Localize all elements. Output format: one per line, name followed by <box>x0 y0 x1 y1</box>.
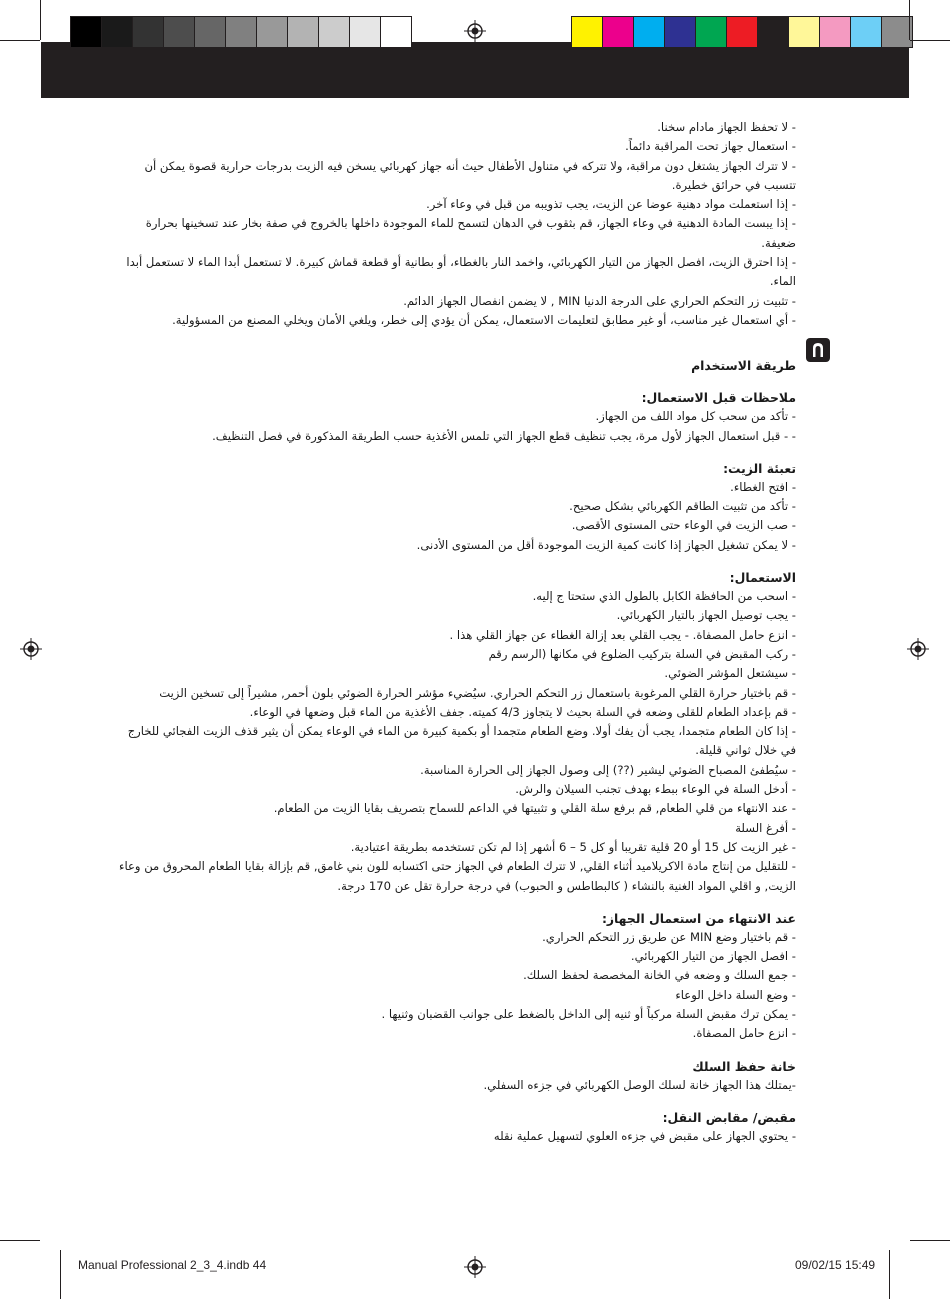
crop-mark <box>909 0 910 40</box>
warning-item: - لا تحفظ الجهاز مادام سخنا. <box>657 120 796 134</box>
list-item: - لا يمكن تشغيل الجهاز إذا كانت كمية الزيت الموجودة أقل من المستوى الأدنى. <box>416 537 796 552</box>
section-heading: تعبئة الزيت: <box>723 460 796 476</box>
list-item: - ركب المقبض في السلة بتركيب الضلوع في مكانها (الرسم رقم <box>488 646 796 661</box>
color-swatch <box>788 17 819 47</box>
safety-warnings-list <box>110 118 796 330</box>
list-item: - قم بإعداد الطعام للقلى وضعه في السلة بحيث لا يتجاوز 4/3 كميته. جفف الأغذية من الماء قبل وضعها في الوعاء. <box>249 704 796 719</box>
color-swatch <box>633 17 664 47</box>
registration-mark-icon <box>907 638 929 660</box>
footer-file-info: Manual Professional 2_3_4.indb 44 <box>78 1258 267 1272</box>
color-swatch <box>163 17 194 47</box>
crop-mark <box>889 1250 890 1299</box>
list-item: - يجب توصيل الجهاز بالتيار الكهربائي. <box>616 608 796 623</box>
color-swatch <box>819 17 850 47</box>
list-item: - جمع السلك و وضعه في الخانة المخصصة لحفظ السلك. <box>523 968 796 983</box>
list-item: - افصل الجهاز من التيار الكهربائي. <box>630 949 796 964</box>
color-swatch <box>757 17 788 47</box>
registration-mark-icon <box>464 20 486 42</box>
crop-mark <box>0 40 40 41</box>
list-item: - يحتوي الجهاز على مقبض في جزءه العلوي لتسهيل عملية نقله <box>493 1128 796 1143</box>
color-swatch <box>572 17 602 47</box>
color-swatch <box>132 17 163 47</box>
list-item: - وضع السلة داخل الوعاء <box>675 987 796 1002</box>
list-item: - يمكن ترك مقبض السلة مركباً أو ثنيه إلى الداخل بالضغط على جوانب القضبان وثنيها . <box>381 1006 796 1021</box>
warning-item: - لا تترك الجهاز يشتغل دون مراقبة، ولا تتركه في متناول الأطفال حيث أنه جهاز كهربائي يسخن فيه الزيت بدرجات حرارية قصوة يمكن أن تتسبب في حرائق خطيرة. <box>144 158 796 192</box>
registration-mark-icon <box>464 1256 486 1278</box>
list-item: - عند الانتهاء من قلي الطعام, قم برفع سلة القلي و تثبيتها في الداعم للسماح بتصريف بقايا الزيت من الطعام. <box>273 801 796 816</box>
manual-content <box>110 118 796 1146</box>
crop-mark <box>60 1250 61 1299</box>
header-band <box>41 42 909 98</box>
section-heading: خانة حفظ السلك <box>692 1058 796 1074</box>
color-swatch <box>380 17 411 47</box>
list-item: - قم باختيار وضع MIN عن طريق زر التحكم الحراري. <box>542 929 796 944</box>
list-item: - - قبل استعمال الجهاز لأول مرة، يجب تنظيف قطع الجهاز التي تلمس الأغذية حسب الطريقة المذكورة في فصل التنظيف. <box>212 428 796 443</box>
registration-mark-icon <box>20 638 42 660</box>
crop-mark <box>40 0 41 40</box>
list-item: - سيشتعل المؤشر الضوئي. <box>664 666 796 681</box>
usage-sections <box>110 388 796 1146</box>
list-item: - افتح الغطاء. <box>730 479 796 494</box>
warning-item: - استعمال جهاز تحت المراقبة دائماً. <box>625 139 796 154</box>
crop-mark <box>0 1240 40 1241</box>
color-swatch <box>726 17 757 47</box>
color-swatch <box>256 17 287 47</box>
color-swatch <box>225 17 256 47</box>
list-item: - سيُطفئ المصباح الضوئي ليشير (??) إلى وصول الجهاز إلى الحرارة المناسبة. <box>420 762 796 777</box>
color-swatch <box>101 17 132 47</box>
section-heading: مقبض/ مقابض النقل: <box>662 1109 796 1125</box>
list-item: - تأكد من سحب كل مواد اللف من الجهاز. <box>595 409 796 424</box>
crop-mark <box>910 40 950 41</box>
color-swatch <box>71 17 101 47</box>
list-item: - قم باختيار حرارة القلي المرغوبة باستعمال زر التحكم الحراري. سيُضيء مؤشر الحرارة الضوئي بلون أحمر, مشيراً إلى تسخين الزيت <box>159 685 796 700</box>
grayscale-color-bar <box>70 16 412 48</box>
list-item: - اسحب من الحافظة الكابل بالطول الذي ستحتا ج إليه. <box>532 589 796 604</box>
color-swatch <box>602 17 633 47</box>
section-marker-icon <box>806 338 830 362</box>
list-item: -يمتلك هذا الجهاز خانة لسلك الوصل الكهربائي في جزءه السفلي. <box>483 1077 796 1092</box>
list-item: - أدخل السلة في الوعاء ببطء بهدف تجنب السيلان والرش. <box>515 782 796 797</box>
usage-title: طريقة الاستخدام <box>691 358 796 374</box>
color-swatch <box>850 17 881 47</box>
list-item: - للتقليل من إنتاج مادة الاكريلاميد أثناء القلي, لا تترك الطعام في الجهاز حتى اكتسابه للون بني غامق, قم بإزالة بقايا الطعام المحروق من وعاء الزيت, و اقلي المواد الغنية بالنشاء ( كالبطاطس و الحبوب) في درجة حرارة تقل عن 170 درجة. <box>119 859 796 893</box>
color-swatch <box>194 17 225 47</box>
list-item: - صب الزيت في الوعاء حتى المستوى الأقصى. <box>571 518 796 533</box>
list-item: - انزع حامل المصفاة. - يجب القلي بعد إزالة الغطاء عن جهاز القلي هذا . <box>449 627 796 642</box>
list-item: - إذا كان الطعام متجمدا، يجب أن يفك أولا. وضع الطعام متجمدا أو بكمية كبيرة من الماء في الوعاء يمكن أن يثير قذف الزيت الفجائي للخارج في خلال ثواني قليلة. <box>127 724 796 758</box>
color-swatch <box>664 17 695 47</box>
color-swatch <box>349 17 380 47</box>
section-heading: عند الانتهاء من استعمال الجهاز: <box>601 910 796 926</box>
section-heading: الاستعمال: <box>729 570 796 586</box>
color-swatch <box>287 17 318 47</box>
warning-item: - إذا استعملت مواد دهنية عوضا عن الزيت، يجب تذويبه من قبل في وعاء آخر. <box>426 197 796 212</box>
list-item: - غير الزيت كل 15 أو 20 قلية تقريبا أو كل 5 – 6 أشهر إذا لم تكن تستخدمه بطريقة اعتيادية. <box>350 839 796 854</box>
warning-item: - إذا يبست المادة الدهنية في وعاء الجهاز، قم بثقوب في الدهان لتسمح للماء الموجودة داخلها بالخروج في صفة بخار عند تسخينها بحرارة ضعيفة. <box>145 216 796 250</box>
warning-item: - تثبيت زر التحكم الحراري على الدرجة الدنيا MIN , لا يضمن انفصال الجهاز الدائم. <box>403 293 796 308</box>
color-swatch <box>695 17 726 47</box>
list-item: - أفرغ السلة <box>735 820 796 835</box>
crop-mark <box>910 1240 950 1241</box>
color-swatch <box>881 17 912 47</box>
list-item: - انزع حامل المصفاة. <box>692 1026 796 1041</box>
warning-item: - أي استعمال غير مناسب، أو غير مطابق لتعليمات الاستعمال، يمكن أن يؤدي إلى خطر، ويلغي الأمان ويخلي المصنع من المسؤولية. <box>172 312 796 327</box>
warning-item: - إذا احترق الزيت، افصل الجهاز من التيار الكهربائي، واخمد النار بالغطاء، أو بطانية أو قطعة قماش كبيرة. لا تستعمل أبدا الماء لا تستعمل أبدا الماء. <box>126 255 796 289</box>
section-heading: ملاحظات قبل الاستعمال: <box>641 390 796 406</box>
footer-datetime: 09/02/15 15:49 <box>795 1258 876 1272</box>
list-item: - تأكد من تثبيت الطاقم الكهربائي بشكل صحيح. <box>569 499 796 514</box>
process-color-bar <box>571 16 913 48</box>
color-swatch <box>318 17 349 47</box>
